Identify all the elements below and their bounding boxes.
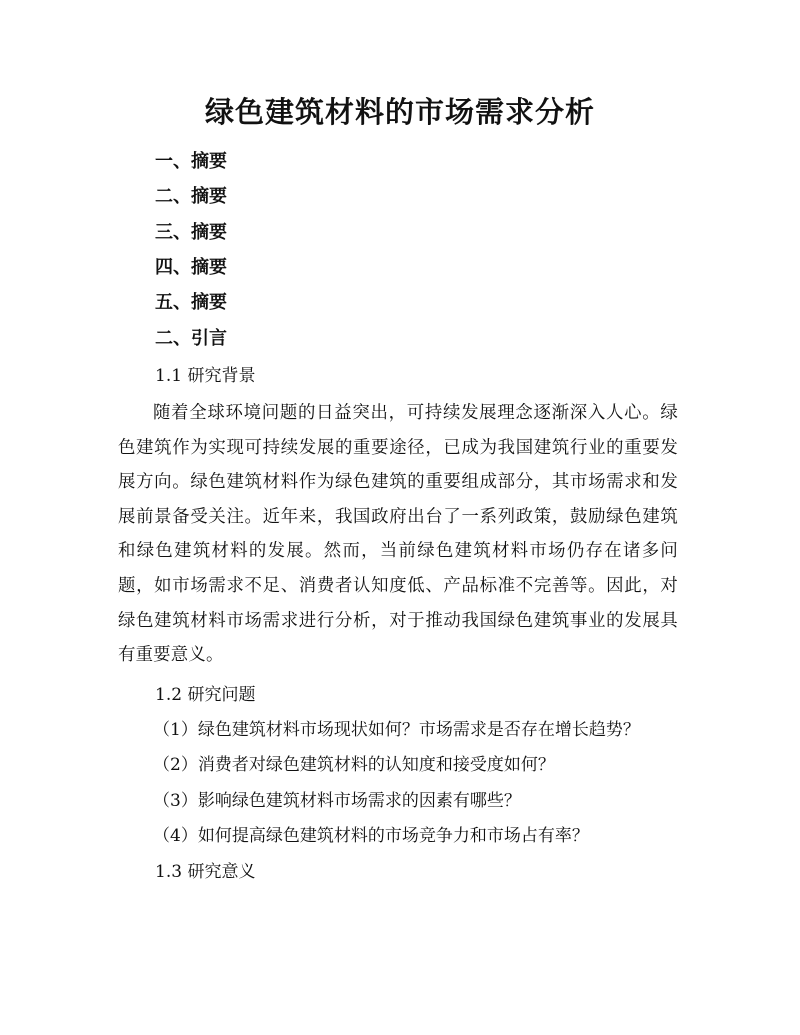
research-question-1: （1）绿色建筑材料市场现状如何？市场需求是否存在增长趋势？ [153, 720, 640, 740]
section-heading-background: 1.1 研究背景 [155, 366, 256, 386]
research-question-3: （3）影响绿色建筑材料市场需求的因素有哪些？ [153, 791, 521, 811]
heading-abstract-4: 四、摘要 [155, 257, 227, 278]
research-question-2: （2）消费者对绿色建筑材料的认知度和接受度如何？ [153, 755, 555, 775]
document-title: 绿色建筑材料的市场需求分析 [204, 95, 595, 129]
background-paragraph: 随着全球环境问题的日益突出，可持续发展理念逐渐深入人心。绿色建筑作为实现可持续发展的重要途径，已成为我国建筑行业的重要发展方向。绿色建筑材料作为绿色建筑的重要组成部分，其市场需求和发展前景备受关注。近年来，我国政府出台了一系列政策，鼓励绿色建筑和绿色建筑材料的发展。然而，当前绿色建筑材料市场仍存在诸多问题，如市场需求不足、消费者认知度低、产品标准不完善等。因此，对绿色建筑材料市场需求进行分析，对于推动我国绿色建筑事业的发展具有重要意义。 [118, 403, 678, 666]
research-question-4: （4）如何提高绿色建筑材料的市场竞争力和市场占有率？ [153, 826, 589, 846]
heading-abstract-3: 三、摘要 [155, 222, 227, 243]
heading-abstract-1: 一、摘要 [155, 151, 227, 172]
section-heading-questions: 1.2 研究问题 [155, 685, 256, 705]
heading-introduction: 二、引言 [155, 328, 227, 349]
section-heading-significance: 1.3 研究意义 [155, 862, 256, 882]
heading-abstract-5: 五、摘要 [155, 292, 227, 313]
heading-abstract-2: 二、摘要 [155, 186, 227, 207]
